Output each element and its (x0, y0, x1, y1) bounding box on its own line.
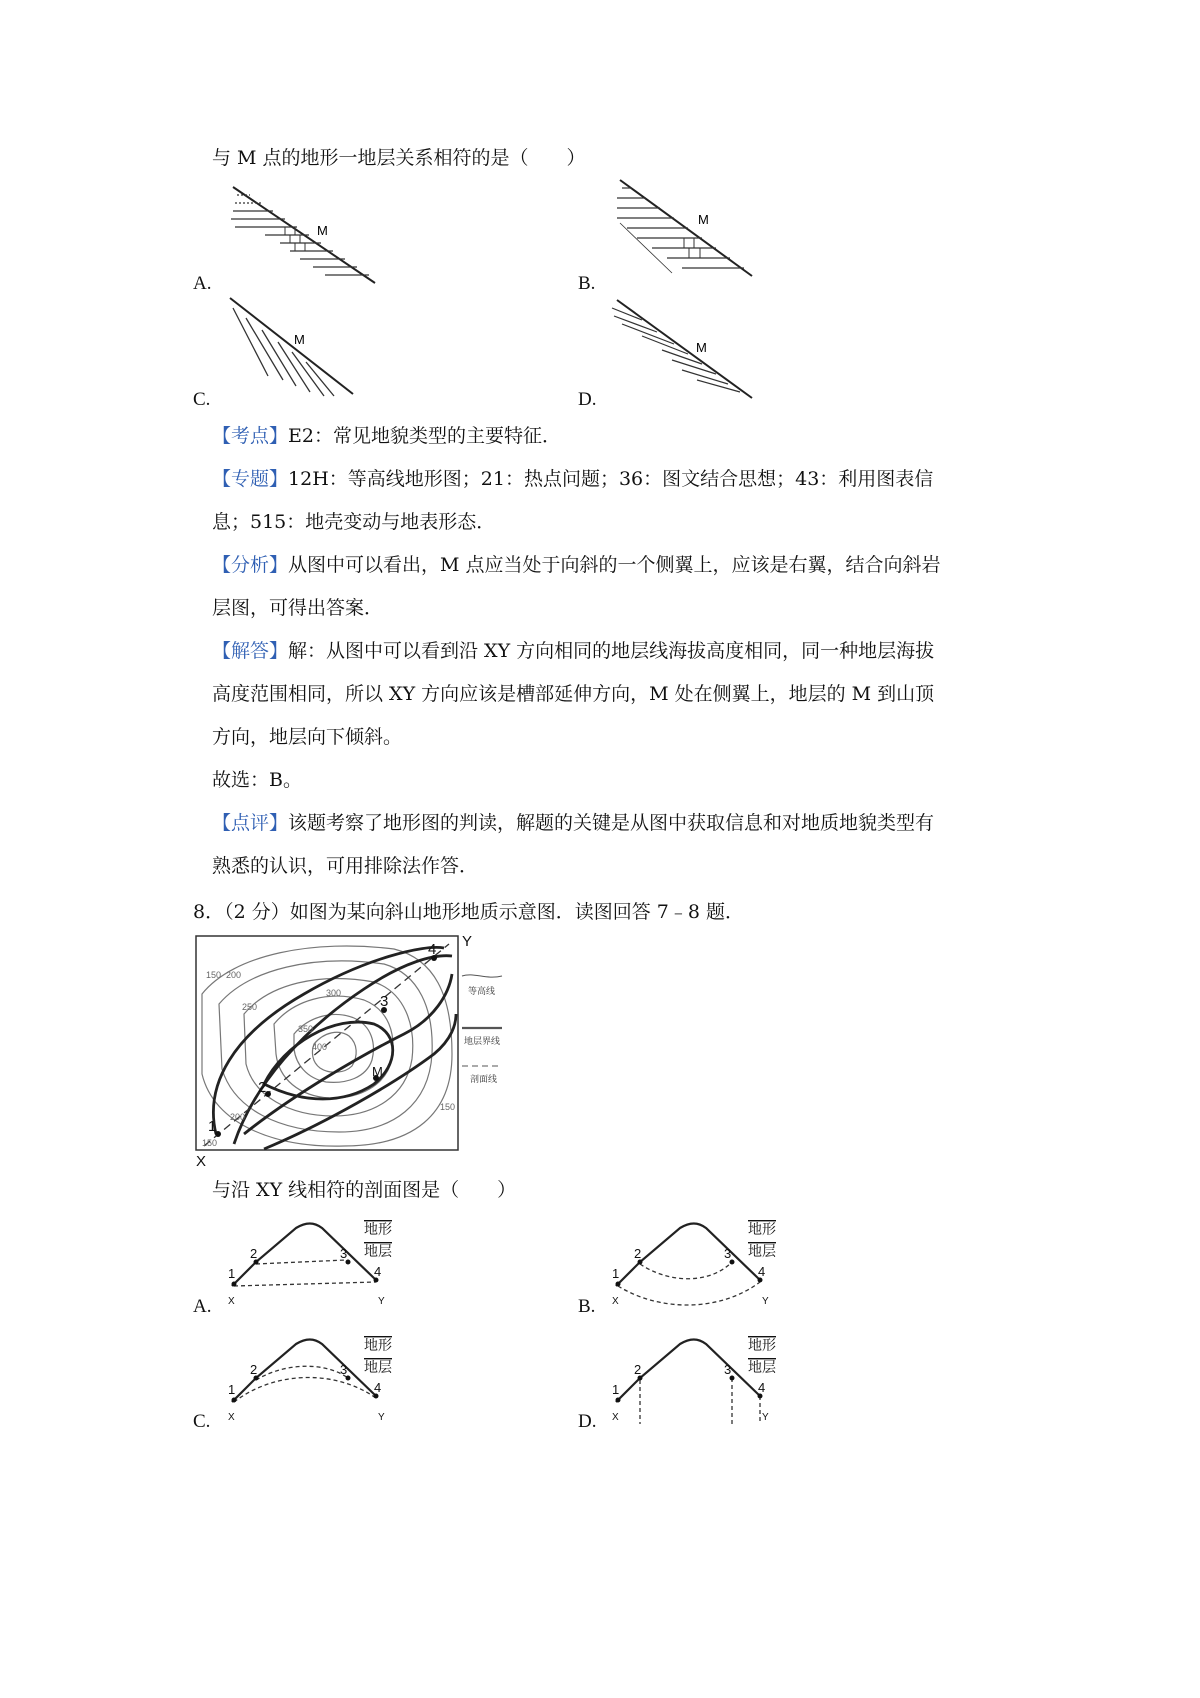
q7-c-point-m: M (294, 332, 305, 347)
contour-label-200: 200 (226, 970, 242, 980)
diagram-label: 地层 (748, 1243, 776, 1259)
q7-a-point-m: M (317, 223, 328, 238)
diagram-label: X (228, 1412, 235, 1423)
diagram-label: 4 (758, 1264, 766, 1279)
diagram-label: Y (762, 1412, 769, 1423)
diagram-label: X (612, 1296, 619, 1307)
diagram-label: 1 (612, 1266, 620, 1281)
diagram-label: 2 (634, 1246, 642, 1261)
diagram-label: 4 (758, 1380, 766, 1395)
diagram-label: 4 (374, 1380, 382, 1395)
fenxi-line-1 (212, 553, 941, 577)
diagram-label: 3 (724, 1246, 732, 1261)
map-point-4: 4 (428, 941, 437, 958)
contour-label-300: 300 (326, 988, 342, 998)
dianping-text-1: 该题考察了地形图的判读，解题的关键是从图中获取信息和对地质地貌类型有 (288, 812, 935, 834)
q8-option-d-label[interactable]: D. (578, 1411, 597, 1432)
diagram-label: 2 (250, 1362, 258, 1377)
kaodian-tag: 【考点】 (212, 425, 289, 447)
q8-contour-map (194, 934, 534, 1174)
q8-option-a-profile (226, 1218, 401, 1310)
q7-option-a-diagram (225, 185, 385, 285)
fenxi-tag: 【分析】 (212, 554, 289, 576)
map-point-1: 1 (208, 1118, 217, 1135)
dianping-line-2: 熟悉的认识，可用排除法作答． (212, 855, 479, 877)
legend-contour: 等高线 (468, 986, 496, 996)
q7-option-d-label[interactable]: D. (578, 389, 597, 410)
q8-option-b-profile (610, 1218, 785, 1310)
q8-option-c-profile (226, 1334, 401, 1426)
zhuanti-text-1: 12H：等高线地形图；21：热点问题；36：图文结合思想；43：利用图表信 (288, 468, 934, 490)
fenxi-line-2: 层图，可得出答案． (212, 597, 384, 619)
diagram-label: 地形 (364, 1221, 392, 1237)
kaodian-text: E2：常见地貌类型的主要特征． (288, 425, 561, 447)
diagram-label: X (228, 1296, 235, 1307)
diagram-label: Y (378, 1296, 385, 1307)
q8-question: 与沿 XY 线相符的剖面图是（ ） (212, 1179, 517, 1201)
diagram-label: 1 (612, 1382, 620, 1397)
zhuanti-line-2: 息；515：地壳变动与地表形态． (212, 511, 496, 533)
legend-strata: 地层界线 (464, 1036, 501, 1046)
diagram-label: 3 (724, 1362, 732, 1377)
kaodian-line (212, 424, 561, 448)
diagram-label: 地形 (364, 1337, 392, 1353)
q8-option-a-label[interactable]: A. (193, 1296, 212, 1317)
legend-profile: 剖面线 (470, 1074, 498, 1084)
q8-stem: 8．（2 分）如图为某向斜山地形地质示意图．读图回答 7﹣8 题． (193, 901, 744, 923)
diagram-label: Y (378, 1412, 385, 1423)
map-point-m: M (372, 1064, 383, 1079)
diagram-label: 3 (340, 1362, 348, 1377)
diagram-label: 1 (228, 1266, 236, 1281)
contour-label-150: 150 (206, 970, 222, 980)
contour-label-200b: 200 (230, 1112, 246, 1122)
diagram-label: 2 (250, 1246, 258, 1261)
diagram-label: Y (762, 1296, 769, 1307)
diagram-label: 1 (228, 1382, 236, 1397)
map-point-3: 3 (380, 993, 389, 1010)
q7-option-c-label[interactable]: C. (193, 389, 211, 410)
dianping-line-1 (212, 811, 934, 835)
diagram-label: 4 (374, 1264, 382, 1279)
diagram-label: 地层 (364, 1359, 392, 1375)
jieda-tag: 【解答】 (212, 640, 289, 662)
contour-label-350: 350 (298, 1024, 314, 1034)
q7-question: 与 M 点的地形一地层关系相符的是（ ） (212, 147, 586, 169)
q7-option-b-label[interactable]: B. (578, 273, 596, 294)
zhuanti-line-1 (212, 467, 933, 491)
diagram-label: 地层 (748, 1359, 776, 1375)
map-point-2: 2 (258, 1079, 267, 1096)
q7-option-d-diagram (612, 298, 757, 408)
diagram-label: 2 (634, 1362, 642, 1377)
q7-option-b-diagram (612, 178, 762, 283)
diagram-label: X (612, 1412, 619, 1423)
q7-b-point-m: M (698, 212, 709, 227)
jieda-line-2: 高度范围相同，所以 XY 方向应该是槽部延伸方向，M 处在侧翼上，地层的 M 到山顶 (212, 683, 935, 705)
jieda-line-1 (212, 639, 934, 663)
map-y-label: Y (462, 933, 473, 950)
contour-label-150c: 150 (440, 1102, 456, 1112)
zhuanti-tag: 【专题】 (212, 468, 289, 490)
dianping-tag: 【点评】 (212, 812, 289, 834)
q8-option-d-profile (610, 1334, 785, 1426)
q8-option-b-label[interactable]: B. (578, 1296, 596, 1317)
diagram-label: 地层 (364, 1243, 392, 1259)
contour-label-250: 250 (242, 1002, 258, 1012)
diagram-label: 地形 (748, 1337, 776, 1353)
map-x-label: X (196, 1153, 207, 1170)
answer-line: 故选：B。 (212, 769, 302, 791)
contour-label-400: 400 (312, 1042, 328, 1052)
jieda-text-1: 解：从图中可以看到沿 XY 方向相同的地层线海拔高度相同，同一种地层海拔 (288, 640, 935, 662)
diagram-label: 3 (340, 1246, 348, 1261)
jieda-line-3: 方向，地层向下倾斜。 (212, 726, 403, 748)
q7-option-a-label[interactable]: A. (193, 273, 212, 294)
contour-label-150b: 150 (202, 1138, 218, 1148)
q7-option-c-diagram (228, 296, 358, 406)
fenxi-text-1: 从图中可以看出，M 点应当处于向斜的一个侧翼上，应该是右翼，结合向斜岩 (288, 554, 941, 576)
diagram-label: 地形 (748, 1221, 776, 1237)
q7-d-point-m: M (696, 340, 707, 355)
q8-option-c-label[interactable]: C. (193, 1411, 211, 1432)
